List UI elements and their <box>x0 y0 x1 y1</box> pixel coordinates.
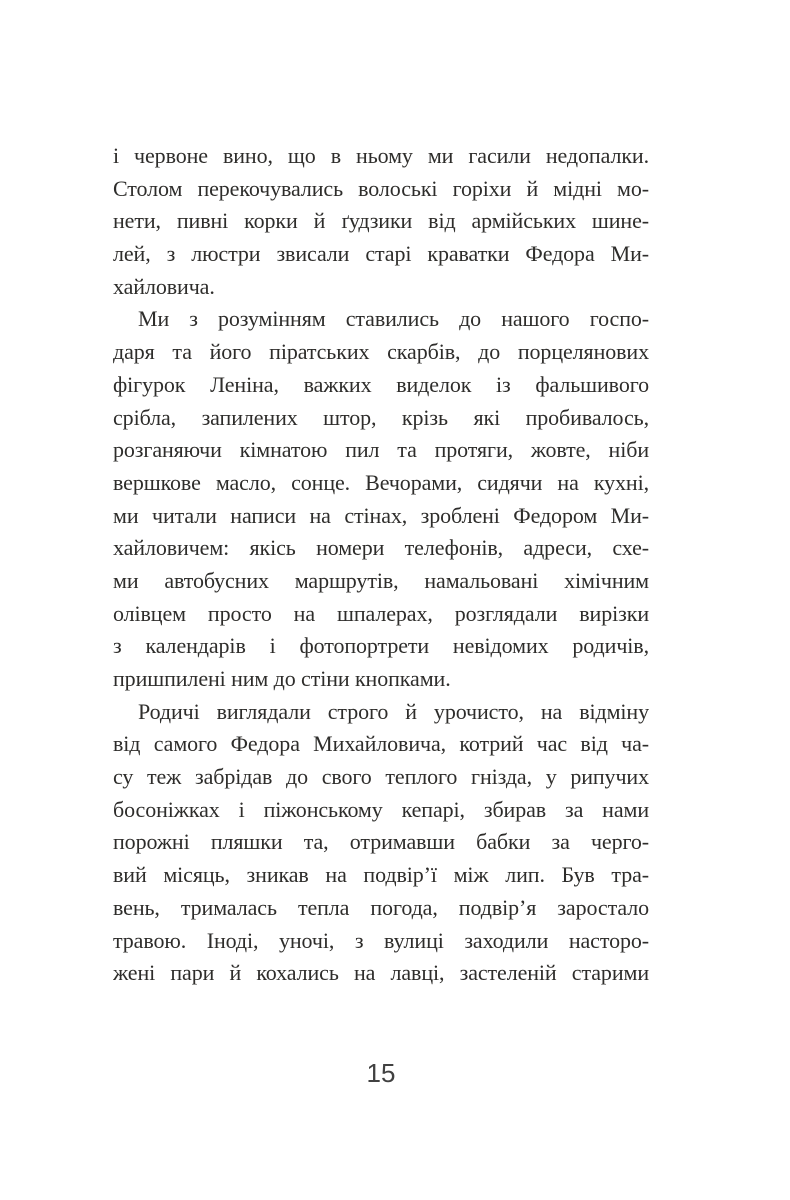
text-line: Родичі виглядали строго й урочисто, на відміну <box>138 698 649 724</box>
text-block <box>113 140 649 990</box>
text-line: су теж забрідав до свого теплого гнізда, у рипучих <box>113 764 649 790</box>
text-line: вий місяць, зникав на подвір’ї між лип. Був тра- <box>113 862 649 888</box>
text-line: лей, з люстри звисали старі краватки Федора Ми- <box>113 241 649 267</box>
text-line: і червоне вино, що в ньому ми гасили недопалки. <box>113 143 649 168</box>
text-line: нети, пивні корки й ґудзики від армійських шине- <box>113 208 649 234</box>
text-line: від самого Федора Михайловича, котрий час від ча- <box>113 731 649 757</box>
text-line: порожні пляшки та, отримавши бабки за черго- <box>113 829 649 855</box>
text-line: пришпилені ним до стіни кнопками. <box>113 666 451 691</box>
text-line: Ми з розумінням ставились до нашого госпо- <box>138 306 649 332</box>
text-line: жені пари й кохались на лавці, застеленій старими <box>113 960 649 986</box>
text-line: срібла, запилених штор, крізь які пробивалось, <box>113 404 649 430</box>
text-line: травою. Іноді, уночі, з вулиці заходили насторо- <box>113 927 649 953</box>
text-line: босоніжках і піжонському кепарі, збирав за нами <box>113 796 649 822</box>
text-line: ми автобусних маршрутів, намальовані хімічним <box>113 567 649 593</box>
text-line: хайловича. <box>113 273 215 299</box>
text-line: хайловичем: якісь номери телефонів, адреси, схе- <box>113 535 649 561</box>
text-line: вень, трималась тепла погода, подвір’я заростало <box>113 894 649 920</box>
text-line: ми читали написи на стінах, зроблені Федором Ми- <box>113 502 649 528</box>
text-line: вершкове масло, сонце. Вечорами, сидячи на кухні, <box>113 469 649 495</box>
text-line: олівцем просто на шпалерах, розглядали вирізки <box>113 600 649 626</box>
text-line: з календарів і фотопортрети невідомих родичів, <box>113 633 649 659</box>
page-number: 15 <box>366 1058 396 1088</box>
text-line: Столом перекочувались волоські горіхи й мідні мо- <box>113 175 649 201</box>
text-line: фігурок Леніна, важких виделок із фальшивого <box>113 371 649 397</box>
text-line: розганяючи кімнатою пил та протяги, жовте, ніби <box>113 437 649 463</box>
text-line: даря та його піратських скарбів, до порцелянових <box>113 339 649 365</box>
